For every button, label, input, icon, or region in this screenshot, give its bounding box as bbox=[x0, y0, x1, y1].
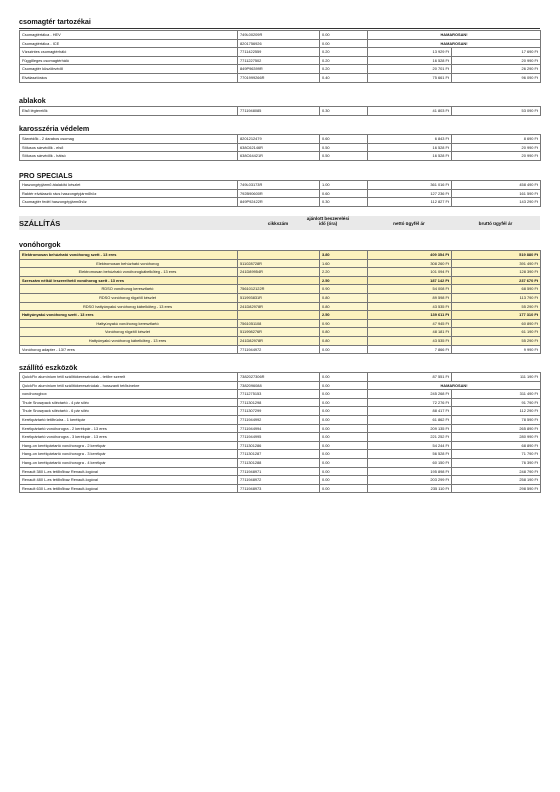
item-name: Haszongépjármű átalakító készlet bbox=[20, 181, 238, 190]
item-name: Vonóhorog rögzítő készlet bbox=[20, 328, 238, 337]
column-header-hours bbox=[299, 216, 357, 226]
item-name: Függőleges csomagtérháló bbox=[20, 56, 238, 65]
net-price: 20 701 Ft bbox=[368, 65, 452, 74]
install-hours: 0.80 bbox=[320, 293, 368, 302]
column-header-gross: bruttó ügyfél ár bbox=[478, 221, 513, 226]
table-row bbox=[20, 189, 541, 198]
item-code: 7382027306R bbox=[238, 373, 320, 382]
table-row bbox=[20, 135, 541, 144]
item-code: 7561012122R bbox=[238, 285, 320, 294]
item-name: Hang-on kerékpártartó vonóhorogra - 3 kerékpár bbox=[20, 450, 238, 459]
table-vonohorgok bbox=[19, 250, 541, 354]
gross-price: 311 490 Ft bbox=[452, 390, 541, 399]
net-price: 245 268 Ft bbox=[368, 390, 452, 399]
item-name: Hattyúnyakú vonóhorog keresztlartó bbox=[20, 319, 238, 328]
install-hours: 0.60 bbox=[320, 135, 368, 144]
item-code: 7711301286 bbox=[238, 441, 320, 450]
table-row bbox=[20, 259, 541, 268]
availability-notice: HAMAROSAN! bbox=[368, 31, 541, 40]
install-hours: 0.30 bbox=[320, 198, 368, 207]
item-name: Vonóhorog adapter - 13/7 eres bbox=[20, 345, 238, 354]
gross-price: 161 590 Ft bbox=[452, 189, 541, 198]
item-name: Renault 480 L-es tetőbőbaz Renault-logóval bbox=[20, 476, 238, 485]
install-hours: 0.00 bbox=[320, 345, 368, 354]
item-name: Stílusos sárvédők - első bbox=[20, 143, 238, 152]
net-price: 43 535 Ft bbox=[368, 302, 452, 311]
install-hours: 0.00 bbox=[320, 381, 368, 390]
gross-price: 61 190 Ft bbox=[452, 328, 541, 337]
item-code: 241D82978R bbox=[238, 336, 320, 345]
net-price: 61 862 Ft bbox=[368, 415, 452, 424]
section-title-eszkozok: szállító eszközök bbox=[19, 363, 78, 372]
net-price: 7 866 Ft bbox=[368, 345, 452, 354]
availability-notice: HAMAROSAN! bbox=[368, 39, 541, 48]
install-hours: 0.00 bbox=[320, 398, 368, 407]
install-hours: 0.00 bbox=[320, 39, 368, 48]
net-price: 54 008 Ft bbox=[368, 285, 452, 294]
gross-price: 68 590 Ft bbox=[452, 285, 541, 294]
net-price: 235 110 Ft bbox=[368, 484, 452, 493]
install-hours: 0.80 bbox=[320, 336, 368, 345]
item-code: 8201756926 bbox=[238, 39, 320, 48]
gross-price: 71 790 Ft bbox=[452, 450, 541, 459]
item-name: RDSO vonóhorog keresztlartó bbox=[20, 285, 238, 294]
install-hours: 2.50 bbox=[320, 276, 368, 285]
item-name: Elektromosan behúzható vonóhorog bbox=[20, 259, 238, 268]
item-code: 638C62146R bbox=[238, 143, 320, 152]
item-code: 849P92422R bbox=[238, 198, 320, 207]
net-price: 72 276 Ft bbox=[368, 398, 452, 407]
item-code: 241D82978R bbox=[238, 302, 320, 311]
item-code: 7711944995 bbox=[238, 433, 320, 442]
install-hours: 1.00 bbox=[320, 181, 368, 190]
gross-price: 391 490 Ft bbox=[452, 259, 541, 268]
item-name: vonóhorogbox bbox=[20, 390, 238, 399]
net-price: 48 181 Ft bbox=[368, 328, 452, 337]
net-price: 187 142 Ft bbox=[368, 276, 452, 285]
net-price: 361 016 Ft bbox=[368, 181, 452, 190]
availability-notice: HAMAROSAN! bbox=[368, 381, 541, 390]
gross-price: 8 690 Ft bbox=[452, 135, 541, 144]
install-hours: 0.00 bbox=[320, 424, 368, 433]
install-hours: 0.20 bbox=[320, 65, 368, 74]
section-title-karosszeria: karosszéria védelem bbox=[19, 124, 90, 133]
table-row bbox=[20, 467, 541, 476]
item-name: Hattyúnyakú vonóhorog szett - 13 eres bbox=[20, 311, 238, 320]
table-pro bbox=[19, 180, 541, 207]
table-row bbox=[20, 398, 541, 407]
net-price: 43 535 Ft bbox=[368, 336, 452, 345]
item-name: Csomagtér küszöbvédő bbox=[20, 65, 238, 74]
table-row bbox=[20, 56, 541, 65]
install-hours: 0.00 bbox=[320, 450, 368, 459]
net-price: 16 528 Ft bbox=[368, 56, 452, 65]
item-code: 7711422559 bbox=[238, 48, 320, 57]
gross-price: 258 190 Ft bbox=[452, 476, 541, 485]
item-name: Hang-on kerékpártartó vonóhorogra - 2 kerékpár bbox=[20, 441, 238, 450]
net-price: 221 252 Ft bbox=[368, 433, 452, 442]
net-price: 209 135 Ft bbox=[368, 424, 452, 433]
gross-price: 17 690 Ft bbox=[452, 48, 541, 57]
gross-price: 458 490 Ft bbox=[452, 181, 541, 190]
item-code: 7711301287 bbox=[238, 450, 320, 459]
gross-price: 265 890 Ft bbox=[452, 424, 541, 433]
table-row bbox=[20, 293, 541, 302]
net-price: 56 528 Ft bbox=[368, 450, 452, 459]
net-price: 112 827 Ft bbox=[368, 198, 452, 207]
table-row bbox=[20, 336, 541, 345]
item-code: 7711227502 bbox=[238, 56, 320, 65]
net-price: 6 843 Ft bbox=[368, 135, 452, 144]
item-code: 7711948972 bbox=[238, 476, 320, 485]
table-eszkozok bbox=[19, 372, 541, 493]
item-code: 7382096088 bbox=[238, 381, 320, 390]
table-row bbox=[20, 152, 541, 161]
item-name: RDSO vonóhorog rögzítő készlet bbox=[20, 293, 238, 302]
install-hours: 0.60 bbox=[320, 189, 368, 198]
net-price: 47 945 Ft bbox=[368, 319, 452, 328]
item-code: 7711948085 bbox=[238, 107, 320, 116]
net-price: 89 598 Ft bbox=[368, 293, 452, 302]
net-price: 13 929 Ft bbox=[368, 48, 452, 57]
table-row bbox=[20, 198, 541, 207]
gross-price: 20 990 Ft bbox=[452, 152, 541, 161]
net-price: 87 551 Ft bbox=[368, 373, 452, 382]
gross-price: 237 670 Ft bbox=[452, 276, 541, 285]
section-title-pro: PRO SPECIALS bbox=[19, 171, 73, 180]
install-hours: 0.00 bbox=[320, 373, 368, 382]
column-header-hours-line1: ajánlott beszerelési bbox=[306, 216, 350, 221]
item-name: Renault 380 L-es tetőbőbaz Renault-logóval bbox=[20, 467, 238, 476]
table-row bbox=[20, 441, 541, 450]
gross-price: 68 890 Ft bbox=[452, 441, 541, 450]
install-hours: 2.20 bbox=[320, 268, 368, 277]
install-hours: 0.90 bbox=[320, 319, 368, 328]
item-name: Kerékpártartó tetőtrúdra - 1 kerékpár bbox=[20, 415, 238, 424]
item-name: Csomagtértálca - HEV bbox=[20, 31, 238, 40]
item-name: Raktér elválasztó rács haszongépjárműhöz bbox=[20, 189, 238, 198]
item-code: 7711944992 bbox=[238, 415, 320, 424]
item-code bbox=[238, 311, 320, 320]
install-hours: 0.00 bbox=[320, 31, 368, 40]
item-code: 7561051108 bbox=[238, 319, 320, 328]
item-name: Sárvédők - 2 darabos csomag bbox=[20, 135, 238, 144]
net-price: 41 803 Ft bbox=[368, 107, 452, 116]
table-row bbox=[20, 484, 541, 493]
table-ablakok bbox=[19, 106, 541, 116]
item-name: Vízszintes csomagtérháló bbox=[20, 48, 238, 57]
table-row bbox=[20, 424, 541, 433]
net-price: 16 528 Ft bbox=[368, 152, 452, 161]
net-price: 139 611 Ft bbox=[368, 311, 452, 320]
item-name: Szerszám nélkül leszerelhető vonóhorog szett - 13 eres bbox=[20, 276, 238, 285]
item-code: 849P96399R bbox=[238, 65, 320, 74]
gross-price: 76 390 Ft bbox=[452, 458, 541, 467]
item-name: Stílusos sárvédők - hátsó bbox=[20, 152, 238, 161]
item-code: 7711944994 bbox=[238, 424, 320, 433]
item-code: 7711275153 bbox=[238, 390, 320, 399]
item-name: Első légterelők bbox=[20, 107, 238, 116]
install-hours: 0.40 bbox=[320, 73, 368, 82]
net-price: 203 299 Ft bbox=[368, 476, 452, 485]
net-price: 195 898 Ft bbox=[368, 467, 452, 476]
net-price: 60 150 Ft bbox=[368, 458, 452, 467]
table-row bbox=[20, 73, 541, 82]
item-name: Thule Snowpack síléctartó - 6 pár síléc bbox=[20, 407, 238, 416]
table-row bbox=[20, 39, 541, 48]
install-hours: 0.00 bbox=[320, 467, 368, 476]
table-row bbox=[20, 458, 541, 467]
install-hours: 3.80 bbox=[320, 251, 368, 260]
item-code: 8201212479 bbox=[238, 135, 320, 144]
table-row bbox=[20, 285, 541, 294]
item-name: Elválasztórács bbox=[20, 73, 238, 82]
table-row bbox=[20, 381, 541, 390]
item-name: Kerékpártartó vonóhorogra - 3 kerékpár - 13 eres bbox=[20, 433, 238, 442]
install-hours: 0.20 bbox=[320, 56, 368, 65]
gross-price: 78 590 Ft bbox=[452, 415, 541, 424]
item-name: Renault 630 L-es tetőbőbaz Renault-logóval bbox=[20, 484, 238, 493]
shipping-header-title: SZÁLLÍTÁS bbox=[19, 219, 61, 228]
table-row bbox=[20, 31, 541, 40]
install-hours: 0.90 bbox=[320, 285, 368, 294]
install-hours: 0.00 bbox=[320, 484, 368, 493]
gross-price: 20 990 Ft bbox=[452, 56, 541, 65]
column-header-net: nettó ügyfél ár bbox=[393, 221, 425, 226]
table-row bbox=[20, 415, 541, 424]
gross-price: 112 290 Ft bbox=[452, 407, 541, 416]
install-hours: 0.20 bbox=[320, 48, 368, 57]
item-code: 511998276R bbox=[238, 328, 320, 337]
table-row bbox=[20, 319, 541, 328]
gross-price: 55 290 Ft bbox=[452, 336, 541, 345]
install-hours: 0.00 bbox=[320, 433, 368, 442]
gross-price: 248 790 Ft bbox=[452, 467, 541, 476]
section-divider bbox=[19, 28, 540, 29]
gross-price: 55 290 Ft bbox=[452, 302, 541, 311]
table-row bbox=[20, 311, 541, 320]
table-row bbox=[20, 65, 541, 74]
item-name: Kerékpártartó vonóhorogra - 2 kerékpár - 13 eres bbox=[20, 424, 238, 433]
item-name: Thule Snowpack síléctartó - 4 pár síléc bbox=[20, 398, 238, 407]
item-code: 638C64421R bbox=[238, 152, 320, 161]
gross-price: 96 090 Ft bbox=[452, 73, 541, 82]
item-name: QuickFix alumínium tető szállítókeresztrúdak - hosszanti tetősínekre bbox=[20, 381, 238, 390]
install-hours: 2.50 bbox=[320, 311, 368, 320]
item-name: Elektromosan behúzható vonóhorog szett - 13 eres bbox=[20, 251, 238, 260]
gross-price: 113 790 Ft bbox=[452, 293, 541, 302]
item-code: 7701999266R bbox=[238, 73, 320, 82]
gross-price: 280 990 Ft bbox=[452, 433, 541, 442]
gross-price: 26 290 Ft bbox=[452, 65, 541, 74]
item-code: 511028728R bbox=[238, 259, 320, 268]
table-karosszeria bbox=[19, 134, 541, 161]
table-row bbox=[20, 276, 541, 285]
install-hours: 0.00 bbox=[320, 390, 368, 399]
net-price: 308 260 Ft bbox=[368, 259, 452, 268]
gross-price: 298 590 Ft bbox=[452, 484, 541, 493]
net-price: 16 528 Ft bbox=[368, 143, 452, 152]
install-hours: 0.00 bbox=[320, 407, 368, 416]
column-header-hours-line2: idő (óra) bbox=[318, 221, 338, 226]
section-title-roof: csomagtér tartozékai bbox=[19, 17, 91, 26]
item-code: 7711307299 bbox=[238, 407, 320, 416]
table-row bbox=[20, 373, 541, 382]
table-row bbox=[20, 433, 541, 442]
gross-price: 111 190 Ft bbox=[452, 373, 541, 382]
table-roof bbox=[19, 30, 541, 83]
net-price: 409 354 Ft bbox=[368, 251, 452, 260]
item-code: 511993831R bbox=[238, 293, 320, 302]
item-name: Elektromosan behúzható vonóhorogkábelköteg - 13 eres bbox=[20, 268, 238, 277]
table-row bbox=[20, 143, 541, 152]
install-hours: 0.80 bbox=[320, 302, 368, 311]
table-row bbox=[20, 107, 541, 116]
gross-price: 143 290 Ft bbox=[452, 198, 541, 207]
item-code: 7711948973 bbox=[238, 484, 320, 493]
install-hours: 0.00 bbox=[320, 458, 368, 467]
item-name: Csomagtértálca - ICE bbox=[20, 39, 238, 48]
gross-price: 519 880 Ft bbox=[452, 251, 541, 260]
item-name: Hattyúnyakú vonóhorog kábelköteg - 13 eres bbox=[20, 336, 238, 345]
net-price: 127 236 Ft bbox=[368, 189, 452, 198]
install-hours: 0.50 bbox=[320, 143, 368, 152]
item-code: 7711301298 bbox=[238, 398, 320, 407]
table-row bbox=[20, 181, 541, 190]
item-code: 749L00209R bbox=[238, 31, 320, 40]
install-hours: 0.30 bbox=[320, 107, 368, 116]
table-row bbox=[20, 268, 541, 277]
table-row bbox=[20, 476, 541, 485]
item-code: 749L03173R bbox=[238, 181, 320, 190]
gross-price: 128 390 Ft bbox=[452, 268, 541, 277]
table-row bbox=[20, 390, 541, 399]
gross-price: 91 790 Ft bbox=[452, 398, 541, 407]
gross-price: 9 990 Ft bbox=[452, 345, 541, 354]
item-name: QuickFix alumínium tető szállítókeresztrúdak - tetőre szerelt bbox=[20, 373, 238, 382]
item-code: 792B90600R bbox=[238, 189, 320, 198]
install-hours: 0.50 bbox=[320, 152, 368, 161]
gross-price: 53 090 Ft bbox=[452, 107, 541, 116]
section-title-ablakok: ablakok bbox=[19, 96, 46, 105]
table-row bbox=[20, 407, 541, 416]
table-row bbox=[20, 345, 541, 354]
item-code bbox=[238, 276, 320, 285]
table-row bbox=[20, 48, 541, 57]
item-code: 241D89954R bbox=[238, 268, 320, 277]
gross-price: 20 990 Ft bbox=[452, 143, 541, 152]
install-hours: 0.00 bbox=[320, 441, 368, 450]
install-hours: 1.60 bbox=[320, 259, 368, 268]
column-header-code: cikkszám bbox=[267, 221, 289, 226]
install-hours: 0.00 bbox=[320, 415, 368, 424]
table-row bbox=[20, 302, 541, 311]
install-hours: 0.80 bbox=[320, 328, 368, 337]
install-hours: 0.00 bbox=[320, 476, 368, 485]
table-row bbox=[20, 251, 541, 260]
gross-price: 60 890 Ft bbox=[452, 319, 541, 328]
net-price: 88 417 Ft bbox=[368, 407, 452, 416]
section-title-vonohorgok: vonóhorgok bbox=[19, 240, 61, 249]
item-code: 7711301288 bbox=[238, 458, 320, 467]
item-code bbox=[238, 251, 320, 260]
net-price: 75 661 Ft bbox=[368, 73, 452, 82]
item-name: RDSO hattyúnyakú vonóhorog kábelköteg - 13 eres bbox=[20, 302, 238, 311]
table-row bbox=[20, 450, 541, 459]
net-price: 101 094 Ft bbox=[368, 268, 452, 277]
table-row bbox=[20, 328, 541, 337]
item-name: Csomagtér fedél haszongépjárműhöz bbox=[20, 198, 238, 207]
net-price: 54 244 Ft bbox=[368, 441, 452, 450]
item-code: 7711944972 bbox=[238, 345, 320, 354]
gross-price: 177 310 Ft bbox=[452, 311, 541, 320]
item-name: Hang-on kerékpártartó vonóhorogra - 4 kerékpár bbox=[20, 458, 238, 467]
item-code: 7711948971 bbox=[238, 467, 320, 476]
